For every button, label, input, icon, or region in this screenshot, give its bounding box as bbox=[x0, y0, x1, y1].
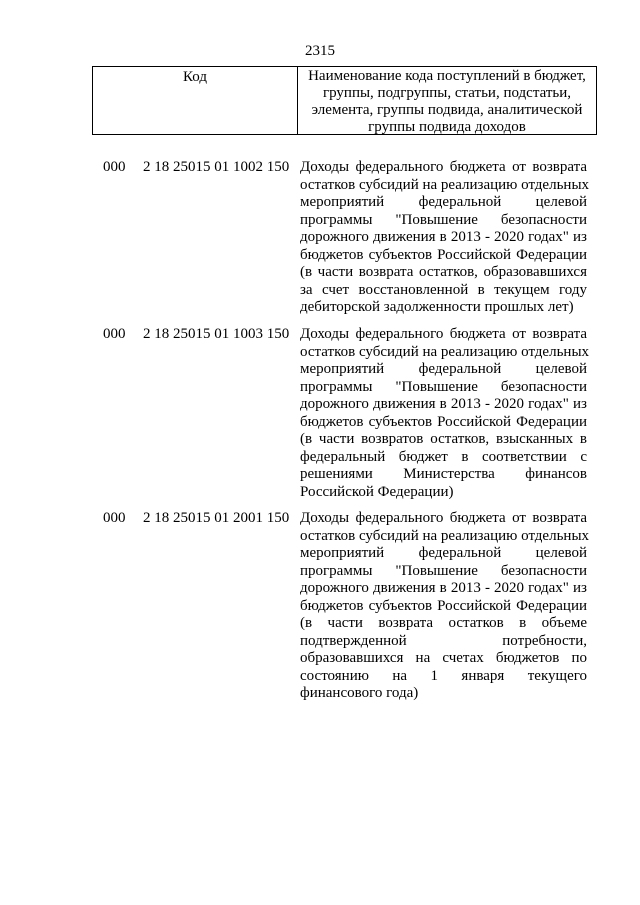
header-code-cell: Код bbox=[93, 67, 298, 134]
description-line: бюджетов субъектов Российской Федерации bbox=[300, 413, 587, 430]
table-header bbox=[92, 66, 597, 135]
description-line: Доходы федерального бюджета от возврата bbox=[300, 510, 587, 526]
description-line: дорожного движения в 2013 - 2020 годах" из bbox=[300, 580, 587, 596]
description-line: мероприятий федеральной целевой bbox=[300, 545, 587, 561]
description-line: дорожного движения в 2013 - 2020 годах" из bbox=[300, 229, 587, 245]
description-line: программы "Повышение безопасности bbox=[300, 562, 587, 579]
description-line: Доходы федерального бюджета от возврата bbox=[300, 326, 587, 342]
description-line: подтвержденной потребности, bbox=[300, 632, 587, 649]
description-line: (в части возвратов остатков, взысканных в bbox=[300, 431, 587, 447]
revenue-description bbox=[300, 159, 590, 317]
revenue-description bbox=[300, 510, 590, 703]
description-line: за счет восстановленной в текущем году bbox=[300, 281, 587, 298]
description-line: Российской Федерации) bbox=[300, 483, 454, 500]
page-number: 2315 bbox=[305, 43, 335, 59]
description-line: остатков субсидий на реализацию отдельных bbox=[300, 343, 590, 360]
description-line: решениями Министерства финансов bbox=[300, 466, 587, 482]
revenue-description bbox=[300, 326, 590, 501]
revenue-code: 2 18 25015 01 1003 150 bbox=[143, 326, 290, 342]
description-line: образовавшихся на счетах бюджетов по bbox=[300, 650, 587, 666]
description-line: (в части возврата остатков, образовавшихся bbox=[300, 264, 587, 280]
description-line: дорожного движения в 2013 - 2020 годах" из bbox=[300, 396, 587, 412]
revenue-code: 2 18 25015 01 1002 150 bbox=[143, 159, 290, 175]
description-line: дебиторской задолженности прошлых лет) bbox=[300, 299, 574, 315]
description-line: бюджетов субъектов Российской Федерации bbox=[300, 246, 587, 263]
admin-code: 000 bbox=[103, 326, 126, 342]
description-line: остатков субсидий на реализацию отдельных bbox=[300, 527, 590, 544]
revenue-code: 2 18 25015 01 2001 150 bbox=[143, 510, 290, 526]
admin-code: 000 bbox=[103, 510, 126, 526]
description-line: бюджетов субъектов Российской Федерации bbox=[300, 597, 587, 614]
description-line: финансового года) bbox=[300, 685, 419, 701]
description-line: федеральный бюджет в соответствии с bbox=[300, 448, 587, 465]
header-name-cell: Наименование кода поступлений в бюджет, группы, подгруппы, статьи, подстатьи, элемента, группы подвида, аналитической группы подвида доходов bbox=[308, 68, 586, 135]
description-line: состоянию на 1 января текущего bbox=[300, 667, 587, 684]
description-line: программы "Повышение безопасности bbox=[300, 378, 587, 395]
description-line: мероприятий федеральной целевой bbox=[300, 194, 587, 210]
description-line: мероприятий федеральной целевой bbox=[300, 361, 587, 377]
description-line: Доходы федерального бюджета от возврата bbox=[300, 159, 587, 175]
description-line: программы "Повышение безопасности bbox=[300, 211, 587, 228]
description-line: остатков субсидий на реализацию отдельных bbox=[300, 176, 590, 193]
description-line: (в части возврата остатков в объеме bbox=[300, 615, 587, 631]
admin-code: 000 bbox=[103, 159, 126, 175]
